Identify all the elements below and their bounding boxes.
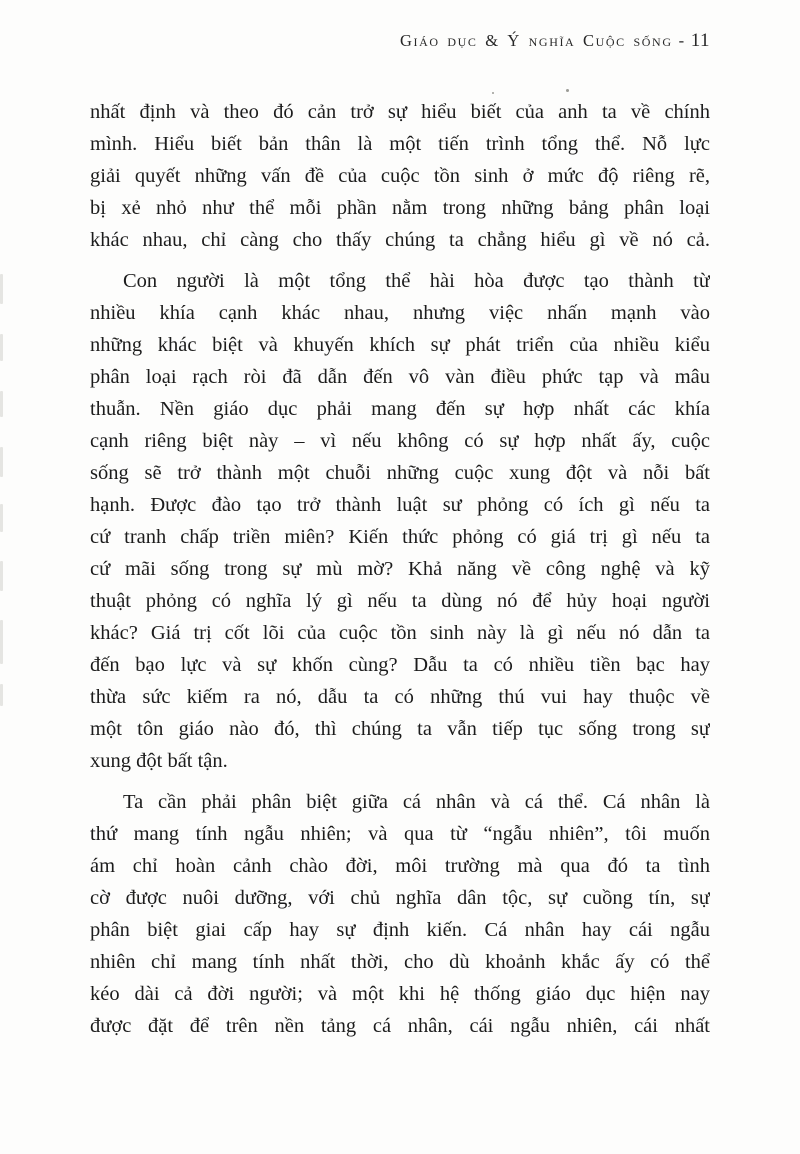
text-line: bị xẻ nhỏ như thể mỗi phần nằm trong những bảng phân loại (90, 197, 710, 219)
scan-artifact (0, 684, 3, 706)
book-title: Giáo dục & Ý nghĩa Cuộc sống (400, 31, 673, 50)
text-line: thuật phỏng có nghĩa lý gì nếu ta dùng nó để hủy hoại người (90, 590, 710, 612)
text-line: nhiều khía cạnh khác nhau, nhưng việc nhấn mạnh vào (90, 302, 710, 324)
text-line: thừa sức kiếm ra nó, dẫu ta có những thú vui hay thuộc về (90, 686, 710, 708)
text-line: nhất định và theo đó cản trở sự hiểu biết của anh ta về chính (90, 101, 710, 123)
text-line: giải quyết những vấn đề của cuộc tồn sinh ở mức độ riêng rẽ, (90, 165, 710, 187)
text-line: phân loại rạch ròi đã dẫn đến vô vàn điều phức tạp và mâu (90, 366, 710, 388)
ink-speck (566, 89, 569, 92)
scan-artifact (0, 334, 3, 361)
text-line: Con người là một tổng thể hài hòa được tạo thành từ (123, 270, 710, 292)
scan-artifact (0, 391, 3, 417)
header-separator: - (678, 31, 686, 50)
text-line: cờ được nuôi dưỡng, với chủ nghĩa dân tộc, sự cuồng tín, sự (90, 887, 710, 909)
text-line: phân biệt giai cấp hay sự định kiến. Cá nhân hay cái ngẫu (90, 919, 710, 941)
scan-artifact (0, 620, 3, 664)
scan-artifact (0, 504, 3, 532)
page-running-header (90, 30, 710, 52)
scan-artifact (0, 561, 3, 591)
text-line: ám chỉ hoàn cảnh chào đời, môi trường mà qua đó ta tình (90, 855, 710, 877)
ink-speck (492, 92, 494, 94)
paragraph (90, 265, 710, 777)
text-line: thứ mang tính ngẫu nhiên; và qua từ “ngẫu nhiên”, tôi muốn (90, 823, 710, 845)
page-number: 11 (690, 30, 710, 51)
paragraph (90, 96, 710, 256)
text-line: mình. Hiểu biết bản thân là một tiến trình tổng thể. Nỗ lực (90, 133, 710, 155)
paragraph (90, 786, 710, 1042)
text-line: xung đột bất tận. (90, 750, 228, 772)
text-line: những khác biệt và khuyến khích sự phát triển của nhiều kiểu (90, 334, 710, 356)
text-line: đến bạo lực và sự khốn cùng? Dẫu ta có nhiều tiền bạc hay (90, 654, 710, 676)
text-line: khác? Giá trị cốt lõi của cuộc tồn sinh này là gì nếu nó dẫn ta (90, 622, 710, 644)
text-line: thuẫn. Nền giáo dục phải mang đến sự hợp nhất các khía (90, 398, 710, 420)
text-line: Ta cần phải phân biệt giữa cá nhân và cá thể. Cá nhân là (123, 791, 710, 813)
text-line: nhiên chỉ mang tính nhất thời, cho dù khoảnh khắc ấy có thể (90, 951, 710, 973)
text-line: hạnh. Được đào tạo trở thành luật sư phỏng có ích gì nếu ta (90, 494, 710, 516)
text-line: kéo dài cả đời người; và một khi hệ thống giáo dục hiện nay (90, 983, 710, 1005)
text-line: cạnh riêng biệt này – vì nếu không có sự hợp nhất ấy, cuộc (90, 430, 710, 452)
scan-artifact (0, 274, 3, 304)
text-line: sống sẽ trở thành một chuỗi những cuộc xung đột và nỗi bất (90, 462, 710, 484)
body-text (90, 96, 710, 1042)
text-line: một tôn giáo nào đó, thì chúng ta vẫn tiếp tục sống trong sự (90, 718, 710, 740)
scan-artifact (0, 447, 3, 477)
text-line: cứ tranh chấp triền miên? Kiến thức phỏng có giá trị gì nếu ta (90, 526, 710, 548)
text-line: cứ mãi sống trong sự mù mờ? Khả năng về công nghệ và kỹ (90, 558, 710, 580)
text-line: được đặt để trên nền tảng cá nhân, cái ngẫu nhiên, cái nhất (90, 1015, 710, 1037)
text-line: khác nhau, chỉ càng cho thấy chúng ta chẳng hiểu gì về nó cả. (90, 229, 710, 251)
